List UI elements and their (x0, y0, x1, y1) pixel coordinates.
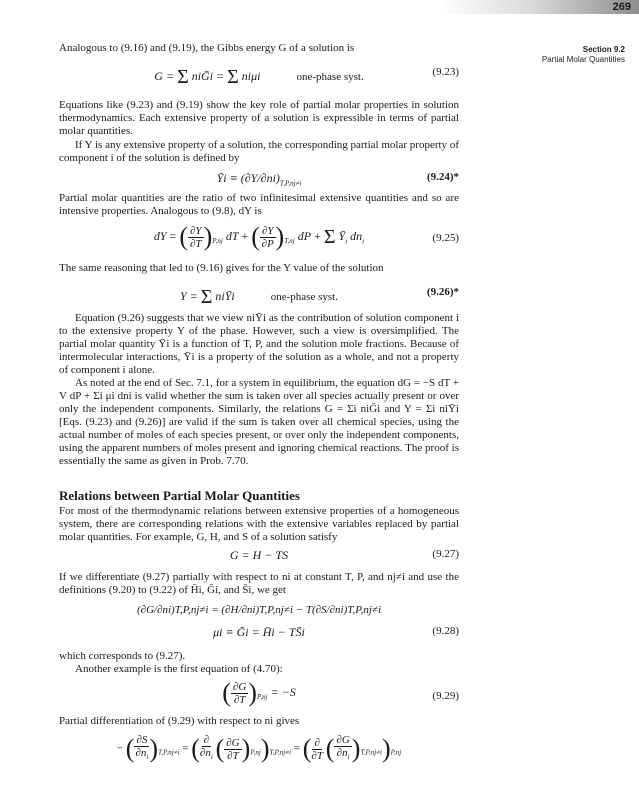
paragraph: As noted at the end of Sec. 7.1, for a system in equilibrium, the equation dG = −S dT + V dP + Σi μi dni is valid whether the sum is taken over all species actually present or over only the independent components. Similarly, the relations G = Σi niḠi and Y = Σi niȲi [Eqs. (9.23) and (9.26)] are valid if the sum is taken over all chemical species, using the actual number of moles of each species present, or over only the independent components, using the apparent numbers of moles present and ignoring chemical reactions. The proof is essentially the same as given in Prob. 7.70. (59, 377, 459, 467)
page-number: 269 (612, 1, 631, 13)
paragraph: Analogous to (9.16) and (9.19), the Gibbs energy G of a solution is (59, 42, 355, 54)
equation-number: (9.28) (432, 625, 459, 637)
paragraph: Equations like (9.23) and (9.19) show the key role of partial molar properties in solution thermodynamics. Each extensive property of a solution is expressible in terms of partial molar quantities. (59, 99, 459, 137)
section-label: Section 9.2 (582, 45, 625, 54)
section-title: Partial Molar Quantities (541, 55, 625, 64)
equation-number: (9.24)* (426, 171, 459, 183)
equation-derivative: (∂G/∂ni)T,P,nj≠i = (∂H/∂ni)T,P,nj≠i − T(∂S/∂ni)T,P,nj≠i (136, 604, 382, 616)
paragraph: Another example is the first equation of (4.70): (75, 663, 283, 675)
equation-number: (9.29) (432, 690, 459, 702)
equation-number: (9.26)* (426, 286, 459, 298)
equation-number: (9.25) (432, 232, 459, 244)
paragraph: Equation (9.26) suggests that we view niȲi as the contribution of solution component i to the extensive property Y of the phase. However, such a view is oversimplified. The partial molar quantity Ȳi is a function of T, P, and the solution mole fractions. Because of intermolecular interactions, Ȳi is a property of the solution as a whole, and not a property of component i alone. (59, 312, 459, 376)
equation-9-24: Ȳi ≡ $(\partial Y/\partial ni)_{T,P,nj\ne i}$ (9.24)* (216, 171, 459, 188)
equation-9-26: Y = Σ niȲi one-phase syst. (9.26)* (180, 286, 459, 308)
equation-maxwell: − ( $\frac{\partial S}{\partial n_i}$ )$_{T,P,nj\ne i}$ = ( $\frac{\partial}{\partial n_i}$ ( $\frac{\partial G}{\partial T}$ )$_{P,nj})_{T,P,nj\ne i}$ = ( $\frac{\partial}{\partial T}$ ( $\frac{\partial G}{\partial n_i}$ )$_{T,P,nj\ne i})_{P,nj}$ (116, 734, 402, 763)
header-bar (438, 0, 639, 14)
equation-number: (9.27) (432, 548, 459, 560)
equation-9-29: ( $\frac{\partial G}{\partial T}$ )$_{P,nj} = -S$ (9.29) (222, 678, 459, 707)
equation-number: (9.23) (432, 66, 459, 78)
section-heading: Relations between Partial Molar Quantities (59, 488, 300, 503)
equation-9-27: G = H − TS (9.27) (229, 548, 459, 562)
paragraph: Partial differentiation of (9.29) with respect to ni gives (59, 715, 300, 727)
paragraph: Partial molar quantities are the ratio of two infinitesimal extensive quantities and so are intensive properties. Analogous to (9.8), dY is (59, 192, 459, 217)
paragraph: For most of the thermodynamic relations between extensive properties of a homogeneous system, there are corresponding relations with the extensive variables replaced by partial molar quantities. For example, G, H, and S of a solution satisfy (59, 505, 459, 543)
equation-9-23: G = Σ niḠi = Σ niμi one-phase syst. (9.23) (154, 66, 459, 88)
paragraph: If Y is any extensive property of a solution, the corresponding partial molar property of component i of the solution is defined by (59, 139, 459, 164)
equation-9-28: μi ≡ Ḡi = H̄i − TS̄i (9.28) (213, 625, 459, 639)
paragraph: If we differentiate (9.27) partially with respect to ni at constant T, P, and nj≠i and use the definitions (9.20) to (9.22) of H̄i, Ḡi, and S̄i, we get (59, 571, 459, 596)
paragraph: which corresponds to (9.27). (59, 650, 186, 662)
equation-9-25: dY = ( $\frac{\partial Y}{\partial T}$ )$_{P,nj}$ dT + ( $\frac{\partial Y}{\partial P}$ )$_{T,nj}$ dP + Σ $Ȳ_i$ $dn_i$ (9.25) (153, 222, 459, 251)
paragraph: The same reasoning that led to (9.16) gives for the Y value of the solution (59, 262, 384, 274)
